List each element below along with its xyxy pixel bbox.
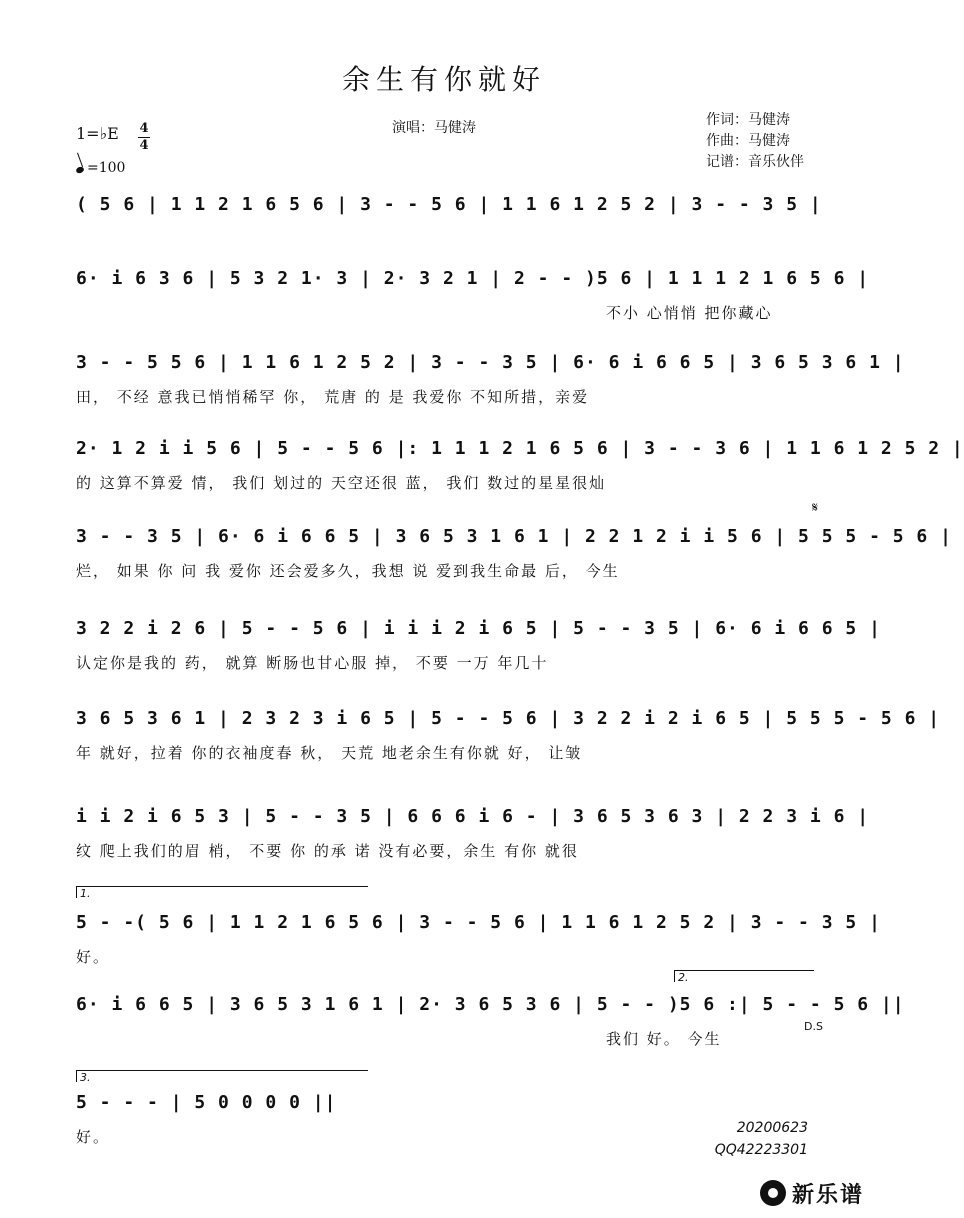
notes-line: 6· i 6 6 5 | 3 6 5 3 1 6 1 | 2· 3 6 5 3 6 | 5 - - )5 6 :| 5 - - 5 6 || [76,994,905,1015]
date-stamp: 20200623 [736,1120,808,1136]
lyrics-line: 认定你是我的 药， 就算 断肠也甘心服 掉， 不要 一万 年几十 [76,654,549,672]
volta-bracket-1: 1. [76,886,368,898]
composer-credit: 作曲：马健涛 [706,133,790,149]
dal-segno-mark: D.S [804,1020,823,1033]
segno-sign: 𝄋 [812,500,819,516]
notes-line: 2· 1 2 i i 5 6 | 5 - - 5 6 |: 1 1 1 2 1 6 5 6 | 3 - - 3 6 | 1 1 6 1 2 5 2 | [76,438,964,459]
lyricist-credit: 作词：马健涛 [706,112,790,128]
volta-bracket-3: 3. [76,1070,368,1082]
lyrics-line: 纹 爬上我们的眉 梢， 不要 你 的承 诺 没有必要，余生 有你 就很 [76,842,579,860]
volta-bracket-2: 2. [674,970,814,982]
meter-bottom: 4 [139,138,149,153]
tempo-marking [76,160,125,176]
lyrics-line: 好。 [76,948,111,966]
notes-line: 3 6 5 3 6 1 | 2 3 2 3 i 6 5 | 5 - - 5 6 | 3 2 2 i 2 i 6 5 | 5 5 5 - 5 6 | [76,708,941,729]
notes-line: 3 - - 3 5 | 6· 6 i 6 6 5 | 3 6 5 3 1 6 1 | 2 2 1 2 i i 5 6 | 5 5 5 - 5 6 | [76,526,952,547]
qq-contact: QQ42223301 [714,1142,808,1158]
notes-line: 6· i 6 3 6 | 5 3 2 1· 3 | 2· 3 2 1 | 2 - - )5 6 | 1 1 1 2 1 6 5 6 | [76,268,870,289]
meter-top: 4 [139,121,149,136]
notes-line: 3 2 2 i 2 6 | 5 - - 5 6 | i i i 2 i 6 5 | 5 - - 3 5 | 6· 6 i 6 6 5 | [76,618,881,639]
lyrics-line: 年 就好，拉着 你的衣袖度春 秋， 天荒 地老余生有你就 好， 让皱 [76,744,583,762]
lyrics-line: 田， 不经 意我已悄悄稀罕 你， 荒唐 的 是 我爱你 不知所措，亲爱 [76,388,590,406]
notes-line: i i 2 i 6 5 3 | 5 - - 3 5 | 6 6 6 i 6 - | 3 6 5 3 6 3 | 2 2 3 i 6 | [76,806,870,827]
lyrics-line: 好。 [76,1128,111,1146]
lyrics-line: 我们 好。 今生 [606,1030,722,1048]
quarter-note-icon [75,166,85,174]
time-signature [138,122,150,153]
singer-credit: 演唱：马健涛 [392,120,476,136]
notes-line: 3 - - 5 5 6 | 1 1 6 1 2 5 2 | 3 - - 3 5 | 6· 6 i 6 6 5 | 3 6 5 3 6 1 | [76,352,905,373]
site-logo [760,1178,880,1208]
notes-line: 5 - -( 5 6 | 1 1 2 1 6 5 6 | 3 - - 5 6 | 1 1 6 1 2 5 2 | 3 - - 3 5 | [76,912,881,933]
logo-text: 新乐谱 [792,1182,865,1208]
notes-line: 5 - - - | 5 0 0 0 0 || [76,1092,337,1113]
disc-icon [760,1180,786,1206]
lyrics-line: 烂， 如果 你 问 我 爱你 还会爱多久，我想 说 爱到我生命最 后， 今生 [76,562,620,580]
key-signature: 1=♭E [76,124,119,143]
transcriber-credit: 记谱：音乐伙伴 [706,154,804,170]
notes-line: ( 5 6 | 1 1 2 1 6 5 6 | 3 - - 5 6 | 1 1 6 1 2 5 2 | 3 - - 3 5 | [76,194,822,215]
tempo-value: =100 [87,160,126,176]
lyrics-line: 不小 心悄悄 把你藏心 [606,304,773,322]
song-title: 余生有你就好 [341,63,546,96]
lyrics-line: 的 这算不算爱 情， 我们 划过的 天空还很 蓝， 我们 数过的星星很灿 [76,474,607,492]
